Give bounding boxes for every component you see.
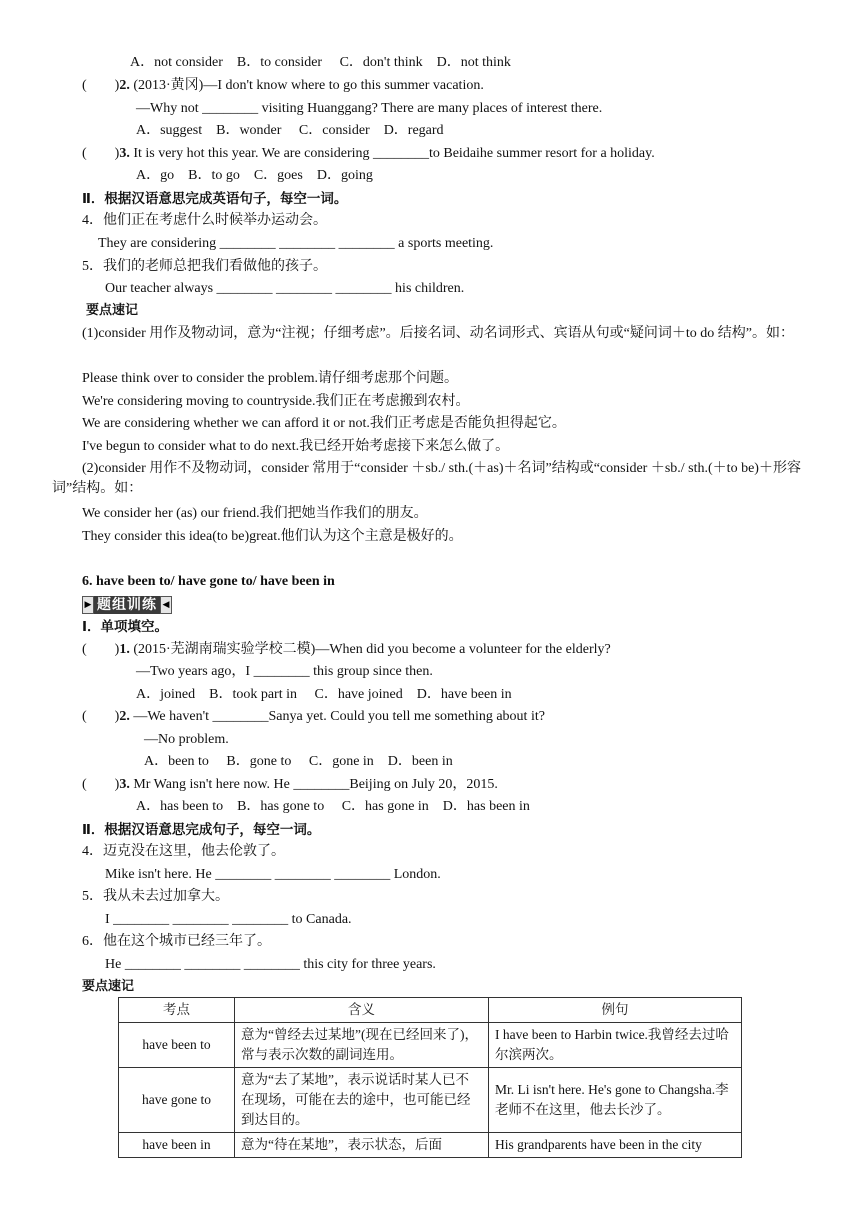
note-1-example-4: I've begun to consider what to do next.我已经开始考虑接下来怎么做了。 xyxy=(82,439,510,454)
sentence-5-english[interactable]: Our teacher always ________ ________ ________ his children. xyxy=(105,281,465,296)
translation-5-chinese: 5．我从未去过加拿大。 xyxy=(82,889,229,904)
translation-6-english[interactable]: He ________ ________ ________ this city for three years. xyxy=(105,957,436,972)
table-cell-point: have gone to xyxy=(119,1068,235,1133)
table-header-row xyxy=(119,998,742,1023)
question-text: It is very hot this year. We are considering ________to Beidaihe summer resort for a holiday. xyxy=(129,146,655,161)
table-row xyxy=(119,1023,742,1068)
play-left-icon: ◀ xyxy=(160,596,172,614)
note-1-example-2: We're considering moving to countryside.我们正在考虑搬到农村。 xyxy=(82,394,470,409)
sentence-4-english[interactable]: They are considering ________ ________ ________ a sports meeting. xyxy=(98,236,494,251)
question-number: 3. xyxy=(119,146,130,161)
table-header-point: 考点 xyxy=(119,998,235,1023)
table-cell-point: have been in xyxy=(119,1133,235,1158)
question-text: (2013·黄冈)—I don't know where to go this summer vacation. xyxy=(129,78,484,93)
translation-5-english[interactable]: I ________ ________ ________ to Canada. xyxy=(105,912,352,927)
table-header-example: 例句 xyxy=(489,998,742,1023)
table-cell-meaning: 意为“去了某地”，表示说话时某人已不在现场，可能在去的途中，也可能已经到达目的。 xyxy=(235,1068,489,1133)
question-number: 1. xyxy=(119,642,130,657)
q2-options: A．suggest B．wonder C．consider D．regard xyxy=(136,123,444,138)
q1-options: A．not consider B．to consider C．don't think D．not think xyxy=(130,55,511,70)
note-1-example-3: We are considering whether we can afford it or not.我们正考虑是否能负担得起它。 xyxy=(82,416,566,431)
exercise-2 xyxy=(82,707,545,727)
exercise-banner xyxy=(82,595,172,615)
question-number: 3. xyxy=(119,777,130,792)
table-cell-example: I have been to Harbin twice.我曾经去过哈尔滨两次。 xyxy=(489,1023,742,1068)
section-6-title: 6. have been to/ have gone to/ have been in xyxy=(82,574,335,589)
exercise-1-options: A．joined B．took part in C．have joined D．have been in xyxy=(136,687,512,702)
note-2: (2)consider 用作不及物动词，consider 常用于“consider ＋sb./ sth.(＋as)＋名词”结构或“consider ＋sb./ sth.(＋to be)＋形容词”结构。如： xyxy=(52,461,801,496)
table-row xyxy=(119,1133,742,1158)
q3-options: A．go B．to go C．goes D．going xyxy=(136,168,373,183)
answer-blank[interactable]: ( ) xyxy=(82,709,120,724)
note-2-example-2: They consider this idea(to be)great.他们认为这个主意是极好的。 xyxy=(82,529,463,544)
exercise-3 xyxy=(82,775,498,795)
comparison-table xyxy=(118,997,742,1158)
question-2 xyxy=(82,76,484,96)
note-1: (1)consider 用作及物动词，意为“注视；仔细考虑”。后接名词、动名词形式、宾语从句或“疑问词＋to do 结构”。如： xyxy=(82,326,794,341)
notes2-title: 要点速记 xyxy=(82,979,135,994)
answer-blank[interactable]: ( ) xyxy=(82,642,120,657)
question-text: —We haven't ________Sanya yet. Could you tell me something about it? xyxy=(129,709,545,724)
translation-4-chinese: 4．迈克没在这里，他去伦敦了。 xyxy=(82,844,285,859)
question-number: 2. xyxy=(119,709,130,724)
banner-label: 题组训练 xyxy=(94,596,160,614)
table-cell-point: have been to xyxy=(119,1023,235,1068)
sentence-5-chinese: 5．我们的老师总把我们看做他的孩子。 xyxy=(82,259,327,274)
table-header-meaning: 含义 xyxy=(235,998,489,1023)
q2-reply: —Why not ________ visiting Huanggang? There are many places of interest there. xyxy=(136,101,603,116)
translation-4-english[interactable]: Mike isn't here. He ________ ________ ________ London. xyxy=(105,867,441,882)
answer-blank[interactable]: ( ) xyxy=(82,777,120,792)
question-text: Mr Wang isn't here now. He ________Beijing on July 20，2015. xyxy=(129,777,498,792)
exercise-2-options: A．been to B．gone to C．gone in D．been in xyxy=(144,754,453,769)
question-text: (2015·芜湖南瑞实验学校二模)—When did you become a volunteer for the elderly? xyxy=(129,642,611,657)
note-1-example-1: Please think over to consider the problem.请仔细考虑那个问题。 xyxy=(82,371,458,386)
play-right-icon: ▶ xyxy=(82,596,94,614)
exercise-2-reply: —No problem. xyxy=(144,732,229,747)
answer-blank[interactable]: ( ) xyxy=(82,146,120,161)
section-2b-title: Ⅱ．根据汉语意思完成句子，每空一词。 xyxy=(82,822,321,838)
exercise-1 xyxy=(82,640,611,660)
table-cell-meaning: 意为“曾经去过某地”(现在已经回来了)，常与表示次数的副词连用。 xyxy=(235,1023,489,1068)
section-1b-title: Ⅰ．单项填空。 xyxy=(82,619,169,635)
section-2-title: Ⅱ．根据汉语意思完成英语句子，每空一词。 xyxy=(82,191,348,207)
translation-6-chinese: 6．他在这个城市已经三年了。 xyxy=(82,934,271,949)
note-2-example-1: We consider her (as) our friend.我们把她当作我们的朋友。 xyxy=(82,506,428,521)
table-cell-example: Mr. Li isn't here. He's gone to Changsha.李老师不在这里，他去长沙了。 xyxy=(489,1068,742,1133)
sentence-4-chinese: 4．他们正在考虑什么时候举办运动会。 xyxy=(82,213,327,228)
question-3 xyxy=(82,144,655,164)
notes-title: 要点速记 xyxy=(86,303,139,318)
table-cell-example: His grandparents have been in the city xyxy=(489,1133,742,1158)
answer-blank[interactable]: ( ) xyxy=(82,78,120,93)
exercise-1-reply: —Two years ago，I ________ this group since then. xyxy=(136,664,433,679)
table-row xyxy=(119,1068,742,1133)
question-number: 2. xyxy=(119,78,130,93)
exercise-3-options: A．has been to B．has gone to C．has gone in D．has been in xyxy=(136,799,530,814)
table-cell-meaning: 意为“待在某地”，表示状态，后面 xyxy=(235,1133,489,1158)
